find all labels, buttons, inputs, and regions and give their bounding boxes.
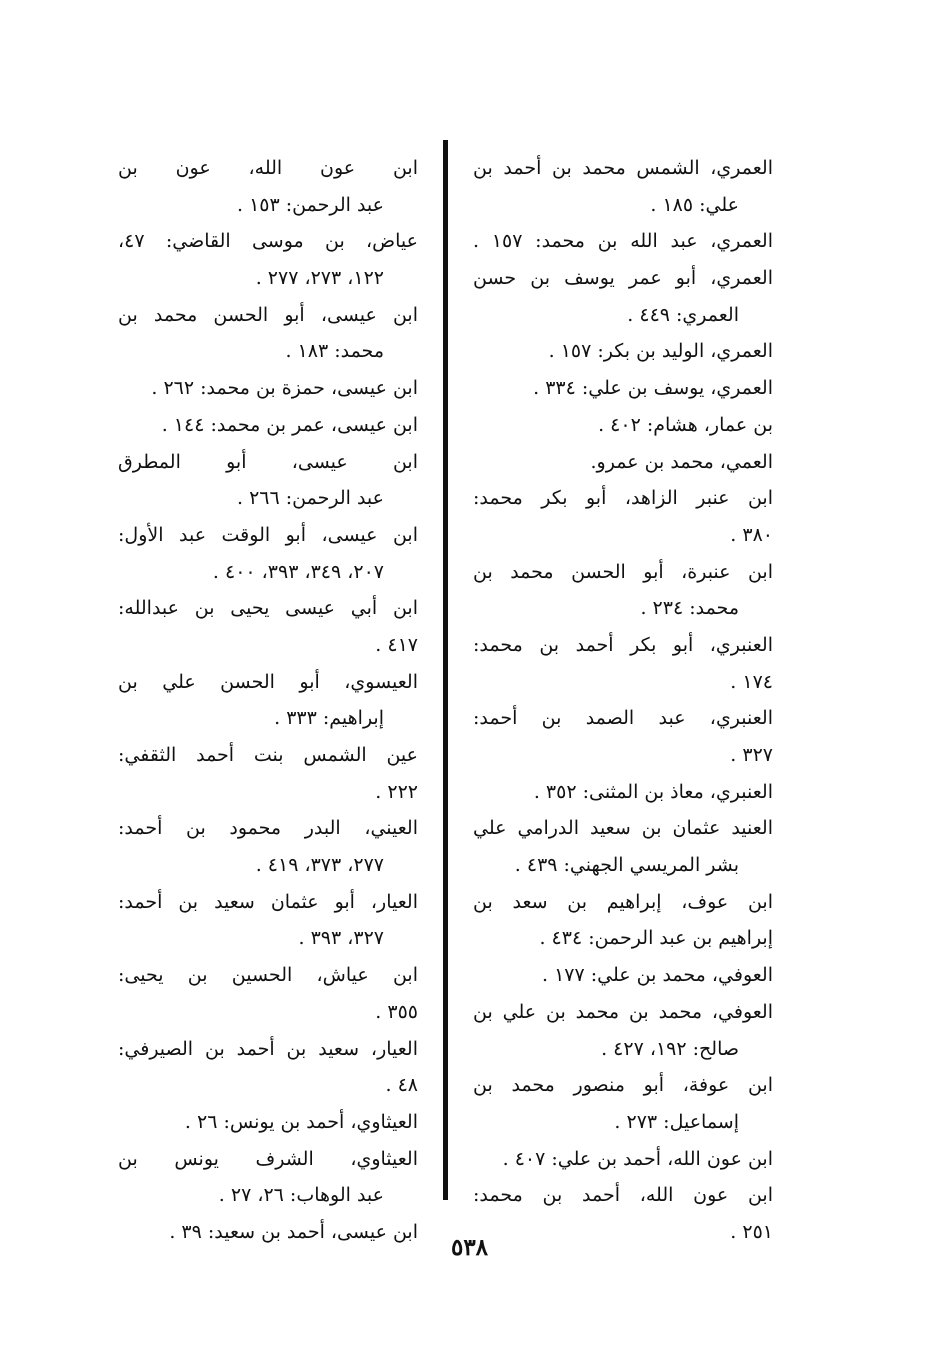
- index-entry-line: العنبري، عبد الصمد بن أحمد:: [473, 707, 773, 730]
- index-entry-line: عبد الرحمن: ٢٦٦ .: [237, 487, 384, 510]
- page-number: ٥٣٨: [450, 1234, 489, 1261]
- index-column-right: [473, 150, 773, 1251]
- index-entry-line: العمري، أبو عمر يوسف بن حسن: [473, 267, 773, 290]
- index-entry-line: عياض، بن موسى القاضي: ٤٧،: [118, 230, 418, 253]
- index-entry-line: ابن عوف، إبراهيم بن سعد بن: [473, 890, 773, 913]
- index-entry-line: العيسوي، أبو الحسن علي بن: [118, 670, 418, 693]
- index-entry-line: العوفي، محمد بن محمد بن علي بن: [473, 1000, 773, 1023]
- index-entry-line: العيني، البدر محمود بن أحمد:: [118, 817, 418, 840]
- index-entry-line: ٢٧٧، ٣٧٣، ٤١٩ .: [255, 854, 384, 877]
- index-entry-line: ٤٨ .: [385, 1074, 418, 1097]
- index-entry-line: إبراهيم: ٣٣٣ .: [274, 707, 384, 730]
- index-entry-line: ابن عوفة، أبو منصور محمد بن: [473, 1074, 773, 1097]
- index-entry-line: ابن أبي عيسى يحيى بن عبدالله:: [118, 597, 418, 620]
- index-entry-line: إسماعيل: ٢٧٣ .: [614, 1110, 739, 1133]
- index-entry-line: ٣٨٠ .: [730, 523, 773, 546]
- index-entry-line: ١٢٢، ٢٧٣، ٢٧٧ .: [255, 267, 384, 290]
- column-divider: [443, 140, 448, 1200]
- index-entry-line: بن عمار، هشام: ٤٠٢ .: [598, 413, 773, 436]
- index-entry-line: ٤١٧ .: [375, 633, 418, 656]
- index-entry-line: محمد: ١٨٣ .: [285, 340, 384, 363]
- index-entry-line: العمري، يوسف بن علي: ٣٣٤ .: [533, 377, 773, 400]
- index-entry-line: ابن عيسى، أبو المطرق: [118, 450, 418, 473]
- index-entry-line: العيار، سعيد بن أحمد بن الصيرفي:: [118, 1037, 418, 1060]
- index-entry-line: محمد: ٢٣٤ .: [640, 597, 739, 620]
- index-entry-line: ٢٥١ .: [730, 1220, 773, 1243]
- index-entry-line: العنبري، أبو بكر أحمد بن محمد:: [473, 633, 773, 656]
- index-entry-line: ابن عون الله، أحمد بن علي: ٤٠٧ .: [502, 1147, 773, 1170]
- index-entry-line: علي: ١٨٥ .: [650, 193, 739, 216]
- index-entry-line: العمري، عبد الله بن محمد: ١٥٧ .: [473, 230, 773, 253]
- index-entry-line: بشر المريسي الجهني: ٤٣٩ .: [514, 854, 739, 877]
- index-entry-line: ٢٠٧، ٣٤٩، ٣٩٣، ٤٠٠ .: [212, 560, 384, 583]
- index-entry-line: ١٧٤ .: [730, 670, 773, 693]
- index-entry-line: ابن عياش، الحسين بن يحيى:: [118, 964, 418, 987]
- index-entry-line: ابن عيسى، أبو الحسن محمد بن: [118, 303, 418, 326]
- index-entry-line: العنبري، معاذ بن المثنى: ٣٥٢ .: [533, 780, 773, 803]
- index-entry-line: ٣٢٧ .: [730, 744, 773, 766]
- index-entry-line: العمري، الشمس محمد بن أحمد بن: [473, 157, 773, 179]
- index-entry-line: العنيد عثمان بن سعيد الدرامي علي: [473, 817, 773, 840]
- index-column-left: [118, 150, 418, 1251]
- index-entry-line: عبد الوهاب: ٢٦، ٢٧ .: [218, 1184, 384, 1207]
- index-entry-line: ٣٢٧، ٣٩٣ .: [298, 927, 384, 950]
- index-entry-line: العيار، أبو عثمان سعيد بن أحمد:: [118, 890, 418, 913]
- index-entry-line: عبد الرحمن: ١٥٣ .: [237, 193, 384, 216]
- index-entry-line: ابن عيسى، حمزة بن محمد: ٢٦٢ .: [151, 377, 418, 400]
- index-entry-line: العيثاوي، أحمد بن يونس: ٢٦ .: [184, 1110, 418, 1133]
- index-entry-line: العمي، محمد بن عمرو.: [590, 450, 773, 473]
- index-entry-line: ابن عون الله، أحمد بن محمد:: [473, 1184, 773, 1207]
- index-entry-line: ابن عنبرة، أبو الحسن محمد بن: [473, 560, 773, 583]
- index-entry-line: صالح: ١٩٢، ٤٢٧ .: [601, 1037, 739, 1060]
- index-entry-line: ابن عيسى، عمر بن محمد: ١٤٤ .: [161, 413, 418, 436]
- index-entry-line: ابن عون الله، عون بن: [118, 157, 418, 179]
- index-entry-line: عين الشمس بنت أحمد الثقفي:: [118, 744, 418, 766]
- index-entry-line: العمري، الوليد بن بكر: ١٥٧ .: [548, 340, 773, 363]
- index-entry-line: إبراهيم بن عبد الرحمن: ٤٣٤ .: [539, 927, 773, 950]
- index-entry-line: العيثاوي، الشرف يونس بن: [118, 1147, 418, 1170]
- index-entry-line: ٣٥٥ .: [375, 1000, 418, 1023]
- index-entry-line: ٢٢٢ .: [375, 780, 418, 803]
- index-entry-line: ابن عيسى، أبو الوقت عبد الأول:: [118, 523, 418, 546]
- index-entry-line: العمري: ٤٤٩ .: [627, 303, 739, 326]
- index-entry-line: ابن عنبر الزاهد، أبو بكر محمد:: [473, 487, 773, 510]
- index-entry-line: ابن عيسى، أحمد بن سعيد: ٣٩ .: [169, 1220, 418, 1243]
- index-entry-line: العوفي، محمد بن علي: ١٧٧ .: [542, 964, 773, 987]
